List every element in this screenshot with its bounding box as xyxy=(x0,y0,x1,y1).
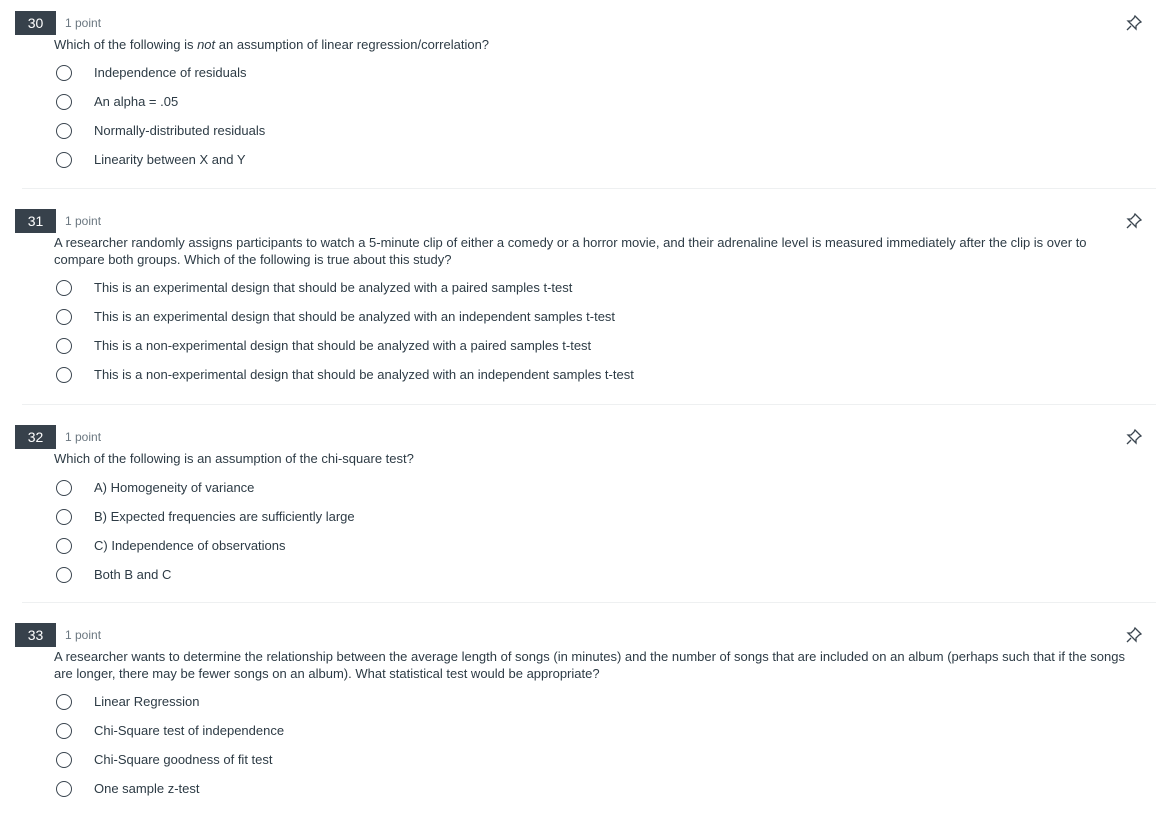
question-points: 1 point xyxy=(65,430,102,444)
answer-option[interactable] xyxy=(54,58,1136,87)
pin-icon[interactable] xyxy=(1124,211,1144,231)
answer-option[interactable] xyxy=(54,360,1136,389)
radio-button[interactable] xyxy=(56,65,72,81)
radio-button[interactable] xyxy=(56,538,72,554)
question-divider xyxy=(22,188,1156,189)
question-points: 1 point xyxy=(65,628,102,642)
question-text xyxy=(54,36,1136,53)
radio-button[interactable] xyxy=(56,509,72,525)
pin-icon[interactable] xyxy=(1124,625,1144,645)
answer-option[interactable] xyxy=(54,116,1136,145)
answer-label: A) Homogeneity of variance xyxy=(94,480,255,495)
answer-label: An alpha = .05 xyxy=(94,94,179,109)
question-points: 1 point xyxy=(65,214,102,228)
radio-button[interactable] xyxy=(56,567,72,583)
answer-label: Independence of residuals xyxy=(94,65,247,80)
answer-option[interactable] xyxy=(54,531,1136,560)
answer-option[interactable] xyxy=(54,473,1136,502)
answer-option[interactable] xyxy=(54,745,1136,774)
question-number: 33 xyxy=(15,623,56,647)
radio-button[interactable] xyxy=(56,723,72,739)
answer-list xyxy=(54,473,1136,589)
radio-button[interactable] xyxy=(56,309,72,325)
answer-option[interactable] xyxy=(54,145,1136,174)
answer-option[interactable] xyxy=(54,331,1136,360)
question-header xyxy=(15,209,101,233)
question-divider xyxy=(22,602,1156,603)
answer-label: Linearity between X and Y xyxy=(94,152,246,167)
answer-label: Chi-Square goodness of fit test xyxy=(94,752,273,767)
answer-list xyxy=(54,273,1136,389)
question-header xyxy=(15,623,101,647)
pin-icon[interactable] xyxy=(1124,427,1144,447)
radio-button[interactable] xyxy=(56,123,72,139)
question-number: 30 xyxy=(15,11,56,35)
radio-button[interactable] xyxy=(56,94,72,110)
answer-option[interactable] xyxy=(54,302,1136,331)
answer-label: C) Independence of observations xyxy=(94,538,286,553)
question-header xyxy=(15,425,101,449)
question-header xyxy=(15,11,101,35)
answer-label: Normally-distributed residuals xyxy=(94,123,266,138)
answer-option[interactable] xyxy=(54,560,1136,589)
answer-option[interactable] xyxy=(54,774,1136,803)
answer-label: Both B and C xyxy=(94,567,172,582)
answer-option[interactable] xyxy=(54,87,1136,116)
answer-option[interactable] xyxy=(54,273,1136,302)
answer-label: This is an experimental design that should be analyzed with an independent samples t-test xyxy=(94,309,616,324)
radio-button[interactable] xyxy=(56,367,72,383)
answer-option[interactable] xyxy=(54,716,1136,745)
radio-button[interactable] xyxy=(56,480,72,496)
pin-icon[interactable] xyxy=(1124,13,1144,33)
question-points: 1 point xyxy=(65,16,102,30)
answer-label: This is a non-experimental design that should be analyzed with a paired samples t-test xyxy=(94,338,592,353)
radio-button[interactable] xyxy=(56,752,72,768)
answer-label: One sample z-test xyxy=(94,781,200,796)
question-text: A researcher randomly assigns participants to watch a 5-minute clip of either a comedy or a horror movie, and their adrenaline level is measured immediately after the clip is over to compare both groups. Which of the following is true about this study? xyxy=(54,235,1087,267)
answer-list xyxy=(54,58,1136,174)
radio-button[interactable] xyxy=(56,338,72,354)
question-text: A researcher wants to determine the relationship between the average length of songs (in minutes) and the number of songs that are included on an album (perhaps such that if the songs are longer, there may be fewer songs on an album). What statistical test would be appropriate? xyxy=(54,649,1125,681)
answer-label: Linear Regression xyxy=(94,694,200,709)
answer-option[interactable] xyxy=(54,502,1136,531)
question-number: 31 xyxy=(15,209,56,233)
answer-label: This is a non-experimental design that should be analyzed with an independent samples t-test xyxy=(94,367,634,382)
answer-option[interactable] xyxy=(54,687,1136,716)
radio-button[interactable] xyxy=(56,280,72,296)
answer-list xyxy=(54,687,1136,803)
question-number: 32 xyxy=(15,425,56,449)
radio-button[interactable] xyxy=(56,781,72,797)
question-text: Which of the following is an assumption of the chi-square test? xyxy=(54,451,414,466)
question-text-part: Which of the following is xyxy=(54,37,198,52)
question-divider xyxy=(22,404,1156,405)
answer-label: Chi-Square test of independence xyxy=(94,723,285,738)
question-text-emphasis: not xyxy=(197,37,216,52)
radio-button[interactable] xyxy=(56,152,72,168)
answer-label: B) Expected frequencies are sufficiently large xyxy=(94,509,355,524)
radio-button[interactable] xyxy=(56,694,72,710)
answer-label: This is an experimental design that should be analyzed with a paired samples t-test xyxy=(94,280,573,295)
question-text-part: an assumption of linear regression/correlation? xyxy=(215,37,490,52)
